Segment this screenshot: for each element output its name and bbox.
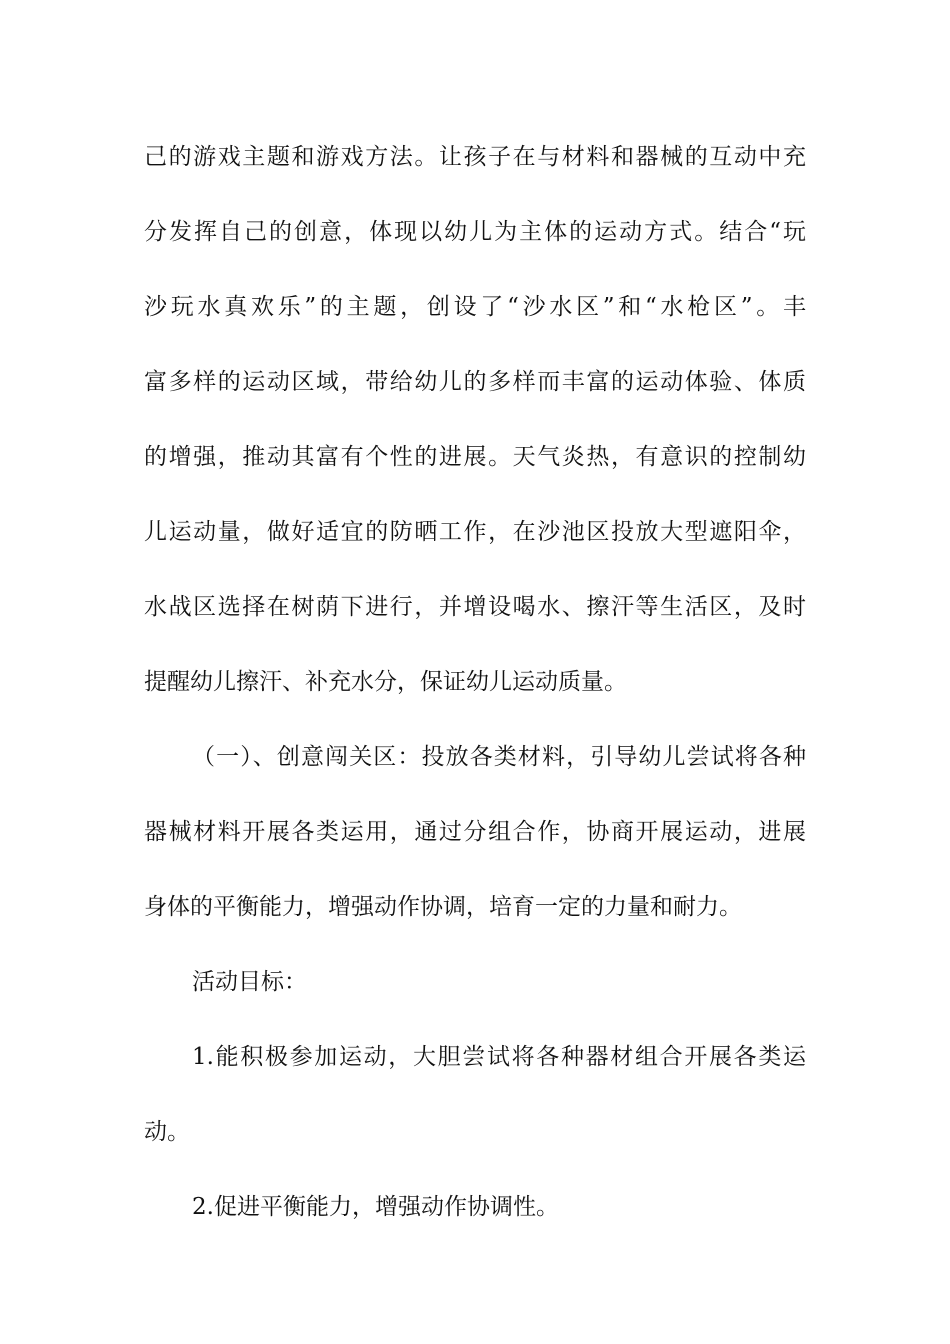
section-heading-line: （一）、创意闯关区：投放各类材料，引导幼儿尝试将各种 bbox=[192, 744, 806, 770]
paragraph-line: 器械材料开展各类运用，通过分组合作，协商开展运动，进展 bbox=[144, 819, 806, 845]
subheading-line: 活动目标： bbox=[192, 969, 307, 995]
paragraph-line: 沙玩水真欢乐”的主题，创设了“沙水区”和“水枪区”。丰 bbox=[144, 294, 806, 320]
paragraph-line: 水战区选择在树荫下进行，并增设喝水、擦汗等生活区，及时 bbox=[144, 594, 806, 620]
paragraph-line: 分发挥自己的创意，体现以幼儿为主体的运动方式。结合“玩 bbox=[144, 219, 806, 245]
list-item-line: 1.能积极参加运动，大胆尝试将各种器材组合开展各类运 bbox=[192, 1044, 806, 1070]
paragraph-line: 提醒幼儿擦汗、补充水分，保证幼儿运动质量。 bbox=[144, 669, 627, 695]
paragraph-line: 富多样的运动区域，带给幼儿的多样而丰富的运动体验、体质 bbox=[144, 369, 806, 395]
paragraph-line: 身体的平衡能力，增强动作协调，培育一定的力量和耐力。 bbox=[144, 894, 742, 920]
list-item-line: 2.促进平衡能力，增强动作协调性。 bbox=[192, 1194, 559, 1220]
paragraph-line: 儿运动量，做好适宜的防晒工作，在沙池区投放大型遮阳伞， bbox=[144, 519, 806, 545]
list-item-line: 动。 bbox=[144, 1119, 190, 1145]
paragraph-line: 的增强，推动其富有个性的进展。天气炎热，有意识的控制幼 bbox=[144, 444, 806, 470]
paragraph-line: 己的游戏主题和游戏方法。让孩子在与材料和器械的互动中充 bbox=[144, 144, 806, 170]
